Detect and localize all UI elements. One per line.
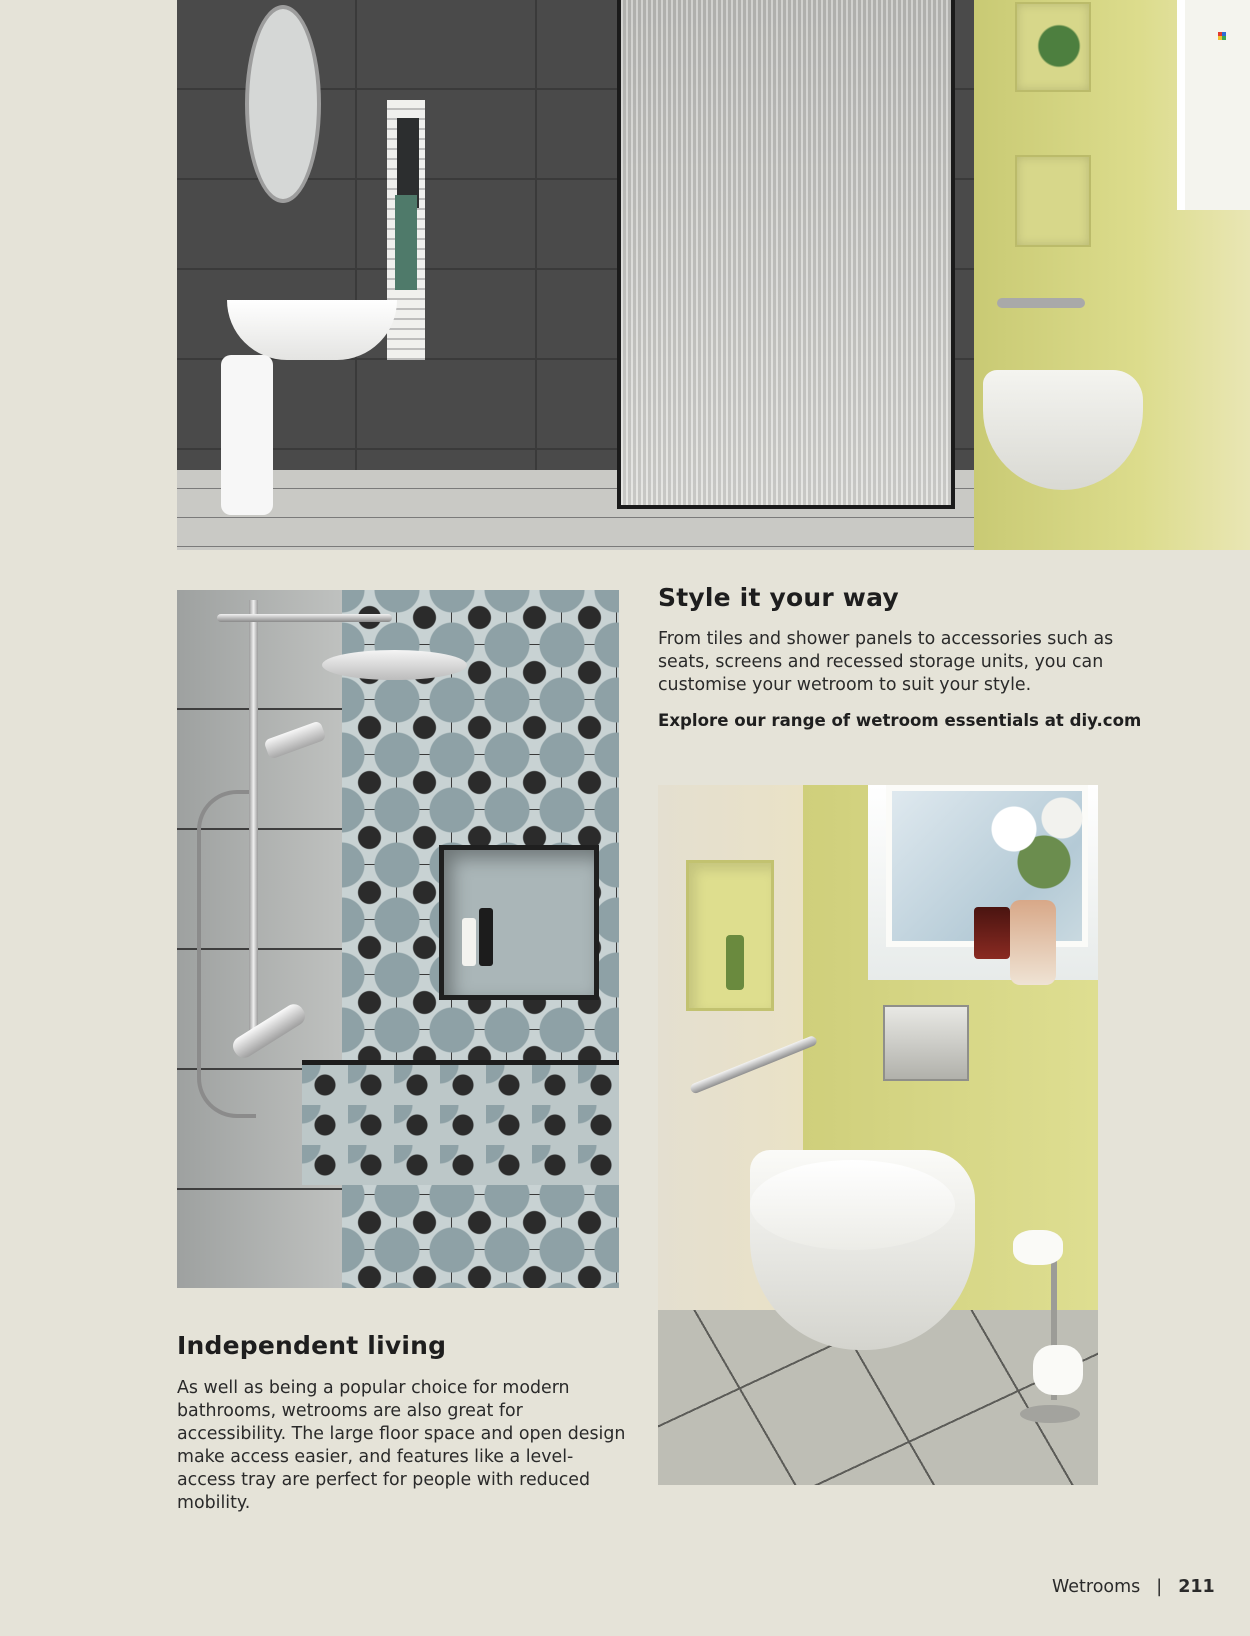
style-body: From tiles and shower panels to accessories such as seats, screens and recessed storage units, you can customise your wetroom to suit your style. xyxy=(658,629,1114,695)
stand-base xyxy=(1020,1405,1080,1423)
tiled-shower-seat xyxy=(302,1060,619,1185)
independent-living-heading: Independent living xyxy=(177,1331,447,1360)
wetroom-hero-photo xyxy=(177,0,1250,550)
shower-hose xyxy=(197,790,256,1118)
cloakroom-toilet-photo xyxy=(658,785,1098,1485)
potted-plant xyxy=(1034,20,1084,72)
green-bottle xyxy=(726,935,744,990)
candle-jar xyxy=(974,907,1010,959)
fluted-glass-shower-screen xyxy=(617,0,955,509)
brand-dots-icon xyxy=(1218,32,1226,40)
page-number: 211 xyxy=(1178,1577,1215,1597)
explore-range-link[interactable]: Explore our range of wetroom essentials at diy.com xyxy=(658,711,1142,730)
round-mirror xyxy=(245,5,321,203)
patterned-shower-photo xyxy=(177,590,619,1288)
recessed-niche-lower xyxy=(1015,155,1091,247)
toilet-roll xyxy=(1013,1230,1063,1265)
flush-plate xyxy=(883,1005,969,1081)
white-flowers xyxy=(978,785,1098,895)
page-footer xyxy=(1052,1577,1215,1597)
vase xyxy=(1010,900,1056,985)
shower-arm xyxy=(217,614,392,622)
spare-toilet-roll xyxy=(1033,1345,1083,1395)
independent-living-body: As well as being a popular choice for modern bathrooms, wetrooms are also great for accessibility. The large floor space and open design make access easier, and features like a level-access tray are perfect for people with reduced mobility. xyxy=(177,1378,626,1513)
shower-riser-rail xyxy=(249,600,258,1050)
toilet-seat-lid xyxy=(750,1160,955,1250)
rainfall-shower-head xyxy=(322,650,467,680)
section-name: Wetrooms xyxy=(1052,1577,1141,1597)
grab-rail xyxy=(997,298,1085,308)
style-heading: Style it your way xyxy=(658,583,899,612)
black-bottle xyxy=(479,908,493,966)
window xyxy=(1177,0,1250,210)
white-bottle xyxy=(462,918,476,966)
green-towel xyxy=(395,195,417,290)
white-hand-towel xyxy=(221,355,273,515)
footer-separator: | xyxy=(1156,1577,1163,1597)
